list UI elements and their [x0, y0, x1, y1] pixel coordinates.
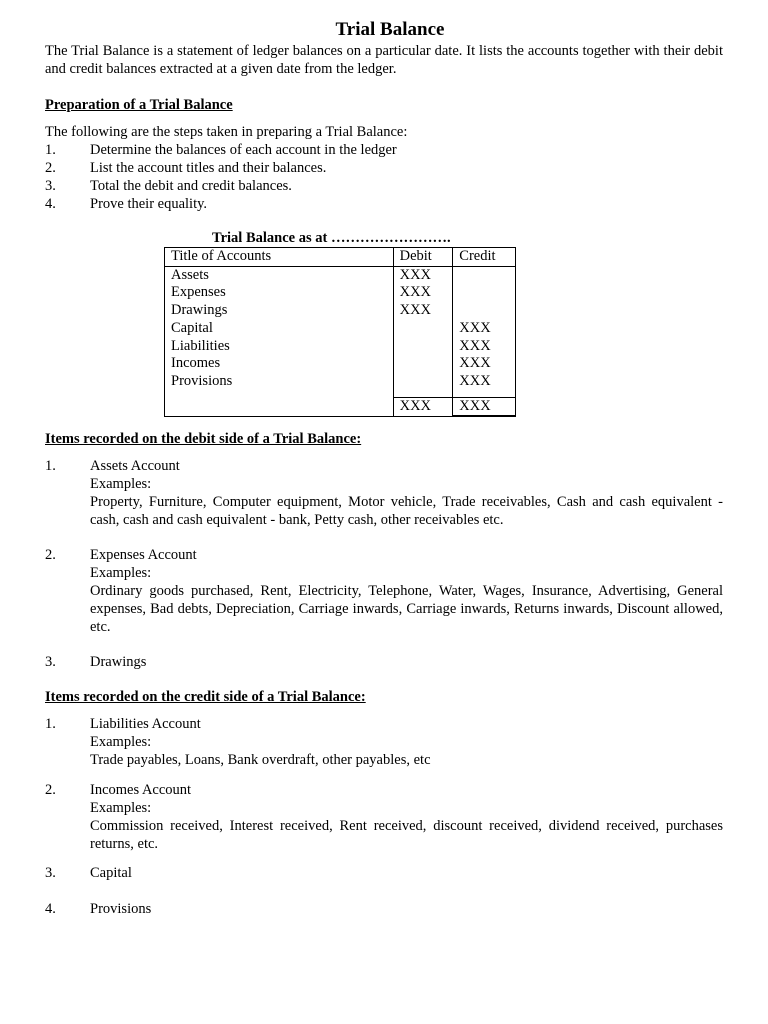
item-number: 2.	[45, 547, 56, 563]
examples-text: Commission received, Interest received, Rent received, discount received, dividend received, purchases returns, etc.	[90, 818, 723, 852]
debit-section	[45, 430, 723, 671]
column-header-debit: Debit	[393, 248, 453, 267]
credit-cell: XXX	[453, 373, 516, 391]
total-label	[165, 397, 394, 416]
table-total-row	[165, 397, 516, 416]
credit-cell	[453, 266, 516, 284]
debit-heading: Items recorded on the debit side of a Trial Balance:	[45, 431, 362, 447]
intro-paragraph: The Trial Balance is a statement of ledger balances on a particular date. It lists the accounts together with their debit and credit balances extracted at a given date from the ledger.	[45, 43, 723, 77]
debit-cell: XXX	[393, 266, 453, 284]
table-row	[165, 284, 516, 302]
preparation-section	[45, 96, 723, 213]
examples-label: Examples:	[90, 476, 152, 492]
step-number: 4.	[45, 196, 56, 212]
item-title: Provisions	[90, 901, 152, 917]
account-title: Incomes	[165, 355, 394, 373]
account-title: Provisions	[165, 373, 394, 391]
list-item	[45, 653, 723, 671]
credit-section	[45, 688, 723, 918]
account-title: Expenses	[165, 284, 394, 302]
account-title: Assets	[165, 266, 394, 284]
list-item	[45, 900, 723, 918]
table-row	[165, 338, 516, 356]
credit-cell: XXX	[453, 320, 516, 338]
table-row	[165, 266, 516, 284]
item-number: 1.	[45, 716, 56, 732]
page-title: Trial Balance	[335, 19, 445, 40]
credit-cell	[453, 302, 516, 320]
list-item	[45, 195, 723, 213]
debit-total: XXX	[393, 397, 453, 416]
list-item	[45, 781, 723, 853]
list-item	[45, 141, 723, 159]
credit-total: XXX	[453, 397, 516, 416]
debit-cell: XXX	[393, 302, 453, 320]
table-row	[165, 302, 516, 320]
column-header-title: Title of Accounts	[165, 248, 394, 267]
item-title: Expenses Account	[90, 547, 197, 563]
item-title: Drawings	[90, 654, 147, 670]
credit-cell: XXX	[453, 355, 516, 373]
preparation-steps	[45, 141, 723, 213]
list-item	[45, 177, 723, 195]
examples-text: Ordinary goods purchased, Rent, Electricity, Telephone, Water, Wages, Insurance, Advertising, General expenses, Bad debts, Depreciation, Carriage inwards, Carriage inwards, Returns inwards, Discount allowed, etc.	[90, 583, 723, 635]
table-caption: Trial Balance as at …………………….	[212, 230, 451, 246]
list-item	[45, 159, 723, 177]
table-row	[165, 355, 516, 373]
table-row	[165, 373, 516, 391]
credit-cell	[453, 284, 516, 302]
debit-cell: XXX	[393, 284, 453, 302]
preparation-heading: Preparation of a Trial Balance	[45, 97, 233, 113]
examples-text: Property, Furniture, Computer equipment, Motor vehicle, Trade receivables, Cash and cash equivalent - cash, cash and cash equivalent - bank, Petty cash, other receivables etc.	[90, 494, 723, 528]
table-header-row	[165, 248, 516, 267]
account-title: Liabilities	[165, 338, 394, 356]
list-item	[45, 864, 723, 882]
item-title: Capital	[90, 865, 132, 881]
examples-label: Examples:	[90, 800, 152, 816]
trial-balance-table	[164, 229, 516, 417]
item-title: Liabilities Account	[90, 716, 201, 732]
step-number: 3.	[45, 178, 56, 194]
item-number: 3.	[45, 865, 56, 881]
account-title: Capital	[165, 320, 394, 338]
examples-label: Examples:	[90, 565, 152, 581]
step-number: 2.	[45, 160, 56, 176]
item-number: 3.	[45, 654, 56, 670]
list-item	[45, 457, 723, 529]
examples-label: Examples:	[90, 734, 152, 750]
item-number: 4.	[45, 901, 56, 917]
debit-cell	[393, 373, 453, 391]
trial-balance-grid	[164, 247, 516, 417]
item-number: 1.	[45, 458, 56, 474]
table-row	[165, 320, 516, 338]
list-item	[45, 715, 723, 769]
document-page	[45, 18, 723, 78]
examples-text: Trade payables, Loans, Bank overdraft, other payables, etc	[90, 752, 431, 768]
account-title: Drawings	[165, 302, 394, 320]
step-text: Prove their equality.	[90, 196, 208, 212]
column-header-credit: Credit	[453, 248, 516, 267]
item-number: 2.	[45, 782, 56, 798]
item-title: Assets Account	[90, 458, 180, 474]
step-text: Determine the balances of each account in the ledger	[90, 142, 397, 158]
credit-heading: Items recorded on the credit side of a Trial Balance:	[45, 689, 366, 705]
item-title: Incomes Account	[90, 782, 192, 798]
preparation-lead: The following are the steps taken in preparing a Trial Balance:	[45, 124, 408, 140]
step-text: Total the debit and credit balances.	[90, 178, 292, 194]
debit-cell	[393, 338, 453, 356]
debit-cell	[393, 355, 453, 373]
credit-cell: XXX	[453, 338, 516, 356]
list-item	[45, 546, 723, 636]
debit-cell	[393, 320, 453, 338]
step-number: 1.	[45, 142, 56, 158]
step-text: List the account titles and their balances.	[90, 160, 327, 176]
